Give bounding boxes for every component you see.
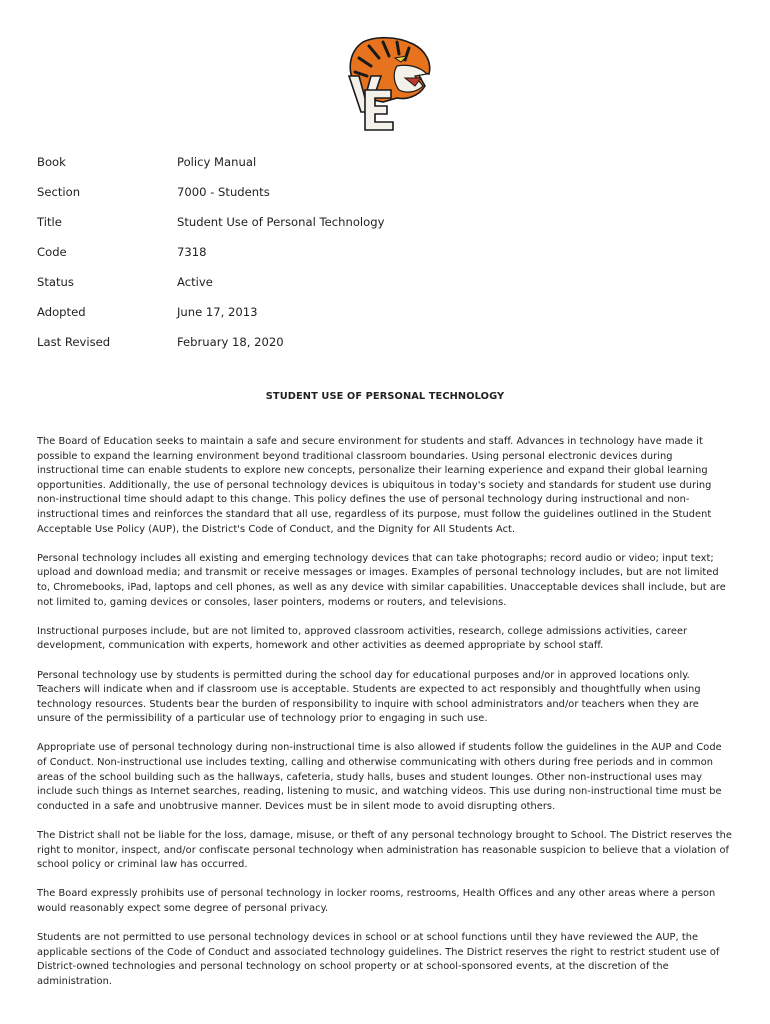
meta-key: Last Revised xyxy=(37,335,111,349)
meta-key: Title xyxy=(37,215,62,229)
meta-row-section xyxy=(37,184,384,214)
policy-metadata xyxy=(37,154,384,364)
meta-row-status xyxy=(37,274,384,304)
body-paragraph: The District shall not be liable for the loss, damage, misuse, or theft of any personal technology brought to School. The District reserves the right to monitor, inspect, and/or confiscate personal technology when administration has reasonable suspicion to believe that a violation of school policy or criminal law has occurred. xyxy=(37,830,732,871)
meta-value: February 18, 2020 xyxy=(177,335,284,349)
meta-key: Adopted xyxy=(37,305,86,319)
body-paragraph: Personal technology includes all existing and emerging technology devices that can take photographs; record audio or video; input text; upload and download media; and transmit or receive messages or images. Examples of personal technology includes, but are not limited to, Chromebooks, iPad, laptops and cell phones, as well as any device with similar capabilities. Unacceptable devices shall include, but are not limited to, gaming devices or consoles, laser pointers, modems or routers, and televisions. xyxy=(37,552,726,608)
meta-value: 7000 - Students xyxy=(177,185,270,199)
meta-value: Policy Manual xyxy=(177,155,257,169)
meta-row-title xyxy=(37,214,384,244)
meta-value: Student Use of Personal Technology xyxy=(177,215,385,229)
body-paragraph: The Board expressly prohibits use of personal technology in locker rooms, restrooms, Health Offices and any other areas where a person would reasonably expect some degree of personal privacy. xyxy=(37,888,716,914)
tiger-mascot-logo xyxy=(335,36,435,136)
body-paragraph: Students are not permitted to use personal technology devices in school or at school functions until they have reviewed the AUP, the applicable sections of the Code of Conduct and associated technology guidelines. The District reserves the right to restrict student use of District-owned technologies and personal technology on school property or at school-sponsored events, at the discretion of the administration. xyxy=(37,932,720,987)
meta-value: 7318 xyxy=(177,245,207,259)
meta-value: June 17, 2013 xyxy=(177,305,258,319)
document-heading: STUDENT USE OF PERSONAL TECHNOLOGY xyxy=(265,391,505,402)
policy-body xyxy=(37,435,734,1004)
body-paragraph: Personal technology use by students is permitted during the school day for educational purposes and/or in approved locations only. Teachers will indicate when and if classroom use is acceptable. Students are expected to act responsibly and thoughtfully when using technology resources. Students bear the burden of responsibility to inquire with school administrators and/or teachers when they are unsure of the permissibility of a particular use of technology prior to engaging in such use. xyxy=(37,669,701,725)
meta-key: Status xyxy=(37,275,74,289)
meta-row-last-revised xyxy=(37,334,384,364)
meta-key: Section xyxy=(37,185,81,199)
meta-row-code xyxy=(37,244,384,274)
body-paragraph: Instructional purposes include, but are not limited to, approved classroom activities, research, college admissions activities, career development, communication with experts, homework and other activities as deemed appropriate by school staff. xyxy=(37,625,688,652)
meta-key: Code xyxy=(37,245,67,259)
meta-row-book xyxy=(37,154,384,184)
meta-key: Book xyxy=(37,155,66,169)
body-paragraph: Appropriate use of personal technology during non-instructional time is also allowed if students follow the guidelines in the AUP and Code of Conduct. Non-instructional use includes texting, calling and otherwise communicating with others during free periods and in common areas of the school building such as the hallways, cafeteria, study halls, buses and student lounges. Other non-instructional uses may include such things as Internet searches, reading, listening to music, and watching videos. This use during non-instructional time must be conducted in a safe and unobtrusive manner. Devices must be in silent mode to avoid disrupting others. xyxy=(37,742,722,812)
body-paragraph: The Board of Education seeks to maintain a safe and secure environment for students and staff. Advances in technology have made it possible to expand the learning environment beyond traditional classroom boundaries. Using personal electronic devices during instructional time can enable students to explore new concepts, personalize their learning experience and expand their global learning opportunities. Additionally, the use of personal technology devices is ubiquitous in today's society and standards for student use during non-instructional time should adapt to this change. This policy defines the use of personal technology during instructional and non-instructional times and reinforces the standard that all use, regardless of its purpose, must follow the guidelines outlined in the Student Acceptable Use Policy (AUP), the District's Code of Conduct, and the Dignity for All Students Act. xyxy=(37,436,712,535)
meta-row-adopted xyxy=(37,304,384,334)
meta-value: Active xyxy=(177,275,213,289)
